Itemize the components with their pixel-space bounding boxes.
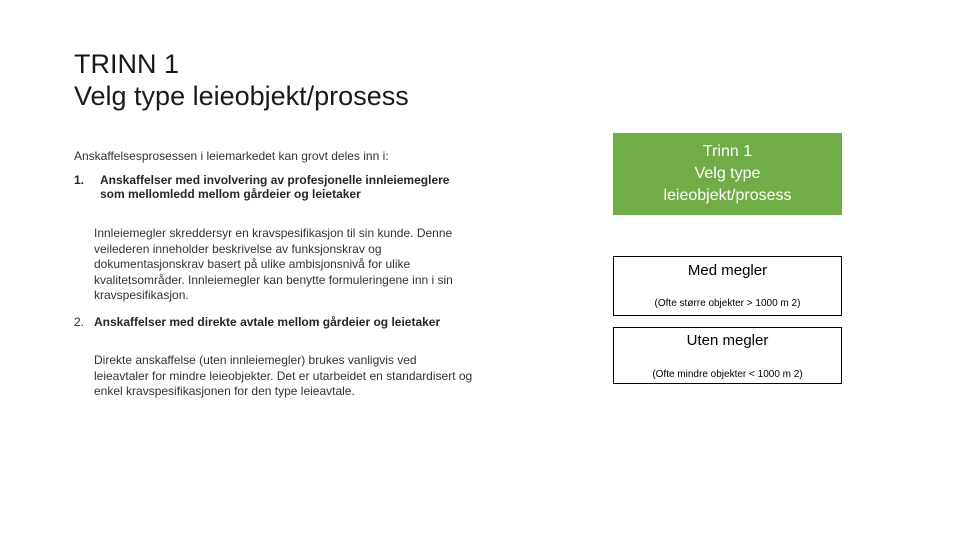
- page-title-line-1: TRINN 1: [74, 49, 180, 79]
- option-without-broker-label: Uten megler: [686, 332, 769, 349]
- step-box: [613, 133, 842, 215]
- option-with-broker-label: Med megler: [687, 262, 768, 279]
- option-without-broker-note: (Ofte mindre objekter < 1000 m 2): [652, 369, 803, 380]
- list-item-2: [74, 315, 464, 329]
- list-item-1: [74, 173, 464, 201]
- list-item-2-heading: Anskaffelser med direkte avtale mellom gårdeier og leietaker: [94, 315, 441, 329]
- list-item-2-number: 2.: [74, 315, 85, 329]
- page-title: [74, 48, 409, 112]
- list-item-1-number: 1.: [74, 173, 85, 187]
- list-item-1-heading: Anskaffelser med involvering av profesjonelle innleiemeglere som mellomledd mellom gårdeier og leietaker: [100, 173, 450, 201]
- intro-text: Anskaffelsesprosessen i leiemarkedet kan grovt deles inn i:: [74, 149, 389, 163]
- step-box-line-1: Trinn 1: [702, 143, 753, 160]
- step-box-line-3: leieobjekt/prosess: [663, 187, 792, 204]
- option-without-broker-box[interactable]: [613, 327, 842, 384]
- list-item-1-description: Innleiemegler skreddersyr en kravspesifikasjon til sin kunde. Denne veilederen inneholder beskrivelse av funksjonskrav og dokumentasjonskrav basert på ulike ambisjonsnivå for ulike kvalitetsområder. Innleiemegler kan benytte formuleringene inn i sin kravspesifikasjon.: [94, 226, 453, 302]
- option-with-broker-note: (Ofte større objekter > 1000 m 2): [654, 298, 801, 309]
- list-item-2-description: Direkte anskaffelse (uten innleiemegler) brukes vanligvis ved leieavtaler for mindre leieobjekter. Det er utarbeidet en standardisert og enkel kravspesifikasjonen for den type leieavtale.: [94, 353, 473, 398]
- page-title-line-2: Velg type leieobjekt/prosess: [74, 81, 409, 111]
- option-with-broker-box[interactable]: [613, 256, 842, 316]
- step-box-line-2: Velg type: [694, 165, 761, 182]
